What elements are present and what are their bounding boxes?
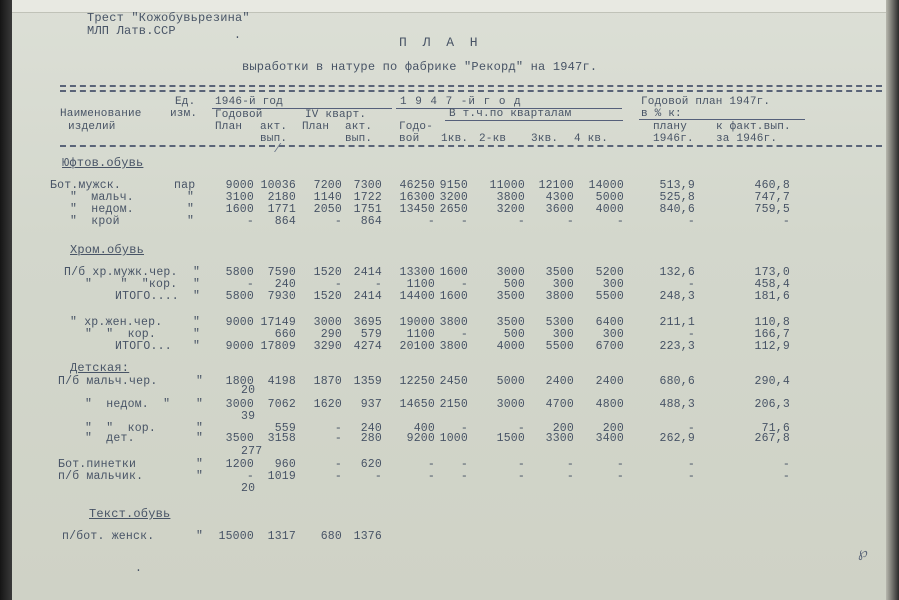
row-unit: " — [196, 432, 204, 445]
row-value: 1800 — [225, 375, 254, 388]
row-value: - — [246, 470, 254, 483]
row-value: 2400 — [595, 375, 624, 388]
row-value: - — [616, 458, 624, 471]
header-rule-top-2 — [60, 90, 882, 92]
dot-mark: . — [234, 29, 242, 42]
row-value: 1100 — [406, 328, 435, 341]
col-annual-47: Годо- — [399, 121, 434, 133]
col-name: Наименование — [60, 108, 142, 120]
row-value: 2414 — [353, 290, 382, 303]
row-name: п/бот. женск. — [62, 530, 155, 543]
row-value: 3000 — [496, 398, 525, 411]
header-rule-bottom — [60, 145, 882, 147]
row-value: - — [687, 215, 695, 228]
row-value: 173,0 — [754, 266, 790, 279]
row-value: 1317 — [267, 530, 296, 543]
row-value: 5500 — [595, 290, 624, 303]
col-q1: 1кв. — [441, 133, 469, 145]
r16-extra: 20 — [241, 482, 256, 495]
row-value: - — [427, 470, 435, 483]
row-value: 262,9 — [659, 432, 695, 445]
row-value: 112,9 — [754, 340, 790, 353]
row-value: 579 — [360, 328, 382, 341]
row-value: 3500 — [225, 432, 254, 445]
row-value: 3800 — [545, 290, 574, 303]
row-value: 3600 — [545, 203, 574, 216]
row-value: 6700 — [595, 340, 624, 353]
col-by-quarter: В т.ч.по кварталам — [449, 108, 572, 120]
row-value: 937 — [360, 398, 382, 411]
col-pct-plan: плану — [653, 121, 688, 133]
row-unit: " — [193, 278, 201, 291]
binding-edge-right — [886, 0, 899, 600]
col-q4-fact: акт. — [345, 121, 373, 133]
row-value: 400 — [413, 422, 435, 435]
row-value: 660 — [274, 328, 296, 341]
row-name: Бот.мужск. — [50, 179, 122, 192]
row-value: 3300 — [545, 432, 574, 445]
row-value: 500 — [503, 328, 525, 341]
row-unit: " — [196, 398, 204, 411]
row-value: 1870 — [313, 375, 342, 388]
row-value: 110,8 — [754, 316, 790, 329]
col-pct-fact: к факт.вып. — [716, 121, 791, 133]
row-name: " мальч. — [70, 191, 134, 204]
row-value: 840,6 — [659, 203, 695, 216]
row-value: 16300 — [399, 191, 435, 204]
r11-extra: 20 — [241, 384, 256, 397]
row-value: 9000 — [225, 340, 254, 353]
row-unit: " — [187, 215, 195, 228]
row-value: 7300 — [353, 179, 382, 192]
row-name: П/б мальч.чер. — [58, 375, 158, 388]
rule-quarters — [445, 120, 623, 121]
row-value: 7930 — [267, 290, 296, 303]
row-value: 300 — [552, 278, 574, 291]
row-value: 248,3 — [659, 290, 695, 303]
row-value: - — [782, 458, 790, 471]
row-value: 1520 — [313, 266, 342, 279]
row-name: " хр.жен.чер. — [70, 316, 163, 329]
col-unit: Ед. — [175, 96, 196, 108]
row-value: 3800 — [496, 191, 525, 204]
row-value: 3800 — [439, 316, 468, 329]
row-value: 1359 — [353, 375, 382, 388]
row-name: " " кор. — [85, 422, 157, 435]
row-value: - — [687, 458, 695, 471]
row-value: 4274 — [353, 340, 382, 353]
row-name: ИТОГО.... — [115, 290, 179, 303]
row-value: 19000 — [399, 316, 435, 329]
row-value: 5200 — [595, 266, 624, 279]
row-value: 4000 — [595, 203, 624, 216]
row-value: 7062 — [267, 398, 296, 411]
row-value: - — [460, 328, 468, 341]
col-pct: Годовой план 1947г. — [641, 96, 771, 108]
row-value: 747,7 — [754, 191, 790, 204]
col-pct-fact-2: за 1946г. — [716, 133, 778, 145]
row-value: 559 — [274, 422, 296, 435]
row-value: 290,4 — [754, 375, 790, 388]
row-value: 3695 — [353, 316, 382, 329]
row-value: 3500 — [496, 290, 525, 303]
row-value: 5800 — [225, 266, 254, 279]
row-value: 1620 — [313, 398, 342, 411]
row-unit: " — [187, 203, 195, 216]
row-unit: " — [193, 266, 201, 279]
row-value: 300 — [602, 278, 624, 291]
binding-edge-left — [0, 0, 12, 600]
row-value: 9200 — [406, 432, 435, 445]
row-value: - — [374, 278, 382, 291]
col-q4b: 4 кв. — [574, 133, 609, 145]
row-name: Бот.пинетки — [58, 458, 137, 471]
row-value: 14000 — [588, 179, 624, 192]
row-value: - — [687, 470, 695, 483]
row-value: - — [517, 470, 525, 483]
col-q4: IV квaрт. — [305, 109, 367, 121]
col-1947: 1 9 4 7 -й г о д — [400, 96, 522, 108]
row-value: 300 — [552, 328, 574, 341]
row-value: 9000 — [225, 316, 254, 329]
row-value: 500 — [503, 278, 525, 291]
pencil-mark: ℘ — [858, 546, 868, 562]
row-value: 620 — [360, 458, 382, 471]
row-value: 2050 — [313, 203, 342, 216]
row-unit: " — [187, 191, 195, 204]
row-unit: " — [196, 530, 204, 543]
row-value: 5500 — [545, 340, 574, 353]
row-value: 3200 — [439, 191, 468, 204]
row-value: 200 — [602, 422, 624, 435]
row-unit: " — [193, 316, 201, 329]
row-value: 2150 — [439, 398, 468, 411]
col-q2: 2-кв — [479, 133, 507, 145]
row-value: - — [374, 470, 382, 483]
row-value: - — [334, 215, 342, 228]
section-chrom: Хром.обувь — [70, 243, 145, 257]
col-fact: акт. — [260, 121, 288, 133]
row-value: - — [460, 215, 468, 228]
row-value: - — [460, 470, 468, 483]
row-value: 206,3 — [754, 398, 790, 411]
row-value: 5300 — [545, 316, 574, 329]
row-value: - — [566, 215, 574, 228]
row-unit: пар — [174, 179, 196, 192]
row-value: 7200 — [313, 179, 342, 192]
row-value: 280 — [360, 432, 382, 445]
row-value: 3290 — [313, 340, 342, 353]
row-unit: " — [193, 340, 201, 353]
row-value: 46250 — [399, 179, 435, 192]
row-value: - — [616, 215, 624, 228]
row-value: 2180 — [267, 191, 296, 204]
row-value: - — [517, 458, 525, 471]
col-annual-47-2: вой — [399, 133, 420, 145]
row-value: 3200 — [496, 203, 525, 216]
row-value: 14650 — [399, 398, 435, 411]
section-textile: Текст.обувь — [89, 507, 171, 521]
row-value: 1500 — [496, 432, 525, 445]
row-value: 17809 — [260, 340, 296, 353]
row-value: - — [782, 215, 790, 228]
row-value: 960 — [274, 458, 296, 471]
row-unit: " — [196, 470, 204, 483]
col-annual: Годовой — [215, 109, 263, 121]
row-value: 2400 — [545, 375, 574, 388]
row-unit: " — [193, 328, 201, 341]
row-name: П/б хр.мужк.чер. — [64, 266, 178, 279]
row-value: - — [460, 422, 468, 435]
row-value: 2414 — [353, 266, 382, 279]
row-value: 15000 — [218, 530, 254, 543]
rule-pct — [639, 119, 805, 120]
row-value: 3000 — [225, 398, 254, 411]
col-pct-2: в % к: — [641, 108, 682, 120]
row-value: 2450 — [439, 375, 468, 388]
col-name-2: изделий — [68, 121, 116, 133]
row-value: 7590 — [267, 266, 296, 279]
org-line-2: МЛП Латв.ССР — [87, 24, 176, 38]
row-value: 864 — [360, 215, 382, 228]
row-value: 4700 — [545, 398, 574, 411]
pen-tick: / — [274, 143, 282, 156]
r12-extra: 39 — [241, 410, 256, 423]
row-value: - — [427, 458, 435, 471]
row-name: " дет. — [85, 432, 135, 445]
row-value: - — [566, 458, 574, 471]
row-value: 3800 — [439, 340, 468, 353]
document-page — [12, 0, 886, 600]
row-value: 680 — [320, 530, 342, 543]
org-line-1: Трест "Кожобувьрезина" — [87, 11, 250, 25]
row-value: 1000 — [439, 432, 468, 445]
row-value: 2650 — [439, 203, 468, 216]
col-q4-fact-2: вып. — [345, 133, 373, 145]
col-q4-plan: План — [302, 121, 330, 133]
row-value: - — [687, 422, 695, 435]
document-subtitle: выработки в натуре по фабрике "Рекорд" на 1947г. — [242, 60, 598, 74]
row-value: - — [334, 278, 342, 291]
row-value: 240 — [274, 278, 296, 291]
row-value: 181,6 — [754, 290, 790, 303]
row-value: - — [517, 422, 525, 435]
col-fact-2: вып. — [260, 133, 288, 145]
row-value: - — [246, 215, 254, 228]
row-name: п/б мальчик. — [58, 470, 144, 483]
row-value: - — [460, 458, 468, 471]
row-value: - — [566, 470, 574, 483]
row-value: 12100 — [538, 179, 574, 192]
row-value: 6400 — [595, 316, 624, 329]
row-unit: " — [196, 422, 204, 435]
row-value: 200 — [552, 422, 574, 435]
row-value: - — [687, 328, 695, 341]
row-value: 1140 — [313, 191, 342, 204]
row-value: 1376 — [353, 530, 382, 543]
row-value: 300 — [602, 328, 624, 341]
row-value: 1600 — [225, 203, 254, 216]
row-value: 1200 — [225, 458, 254, 471]
row-value: 1751 — [353, 203, 382, 216]
row-value: 525,8 — [659, 191, 695, 204]
row-value: 5800 — [225, 290, 254, 303]
row-value: 166,7 — [754, 328, 790, 341]
row-value: 513,9 — [659, 179, 695, 192]
row-value: 20100 — [399, 340, 435, 353]
col-1946: 1946-й год — [215, 96, 284, 108]
row-value: 3000 — [313, 316, 342, 329]
row-value: - — [687, 278, 695, 291]
row-value: 17149 — [260, 316, 296, 329]
row-value: 5000 — [496, 375, 525, 388]
row-value: 1722 — [353, 191, 382, 204]
row-value: 5000 — [595, 191, 624, 204]
row-name: " недом. " — [85, 398, 171, 411]
row-value: - — [334, 470, 342, 483]
row-name: ИТОГО... — [115, 340, 172, 353]
row-value: 11000 — [489, 179, 525, 192]
row-value: 9150 — [439, 179, 468, 192]
row-value: 458,4 — [754, 278, 790, 291]
row-unit: " — [193, 290, 201, 303]
col-plan: План — [215, 121, 243, 133]
row-value: - — [334, 422, 342, 435]
row-value: - — [427, 215, 435, 228]
row-value: 12250 — [399, 375, 435, 388]
row-value: - — [517, 215, 525, 228]
section-yuft: Юфтов.обувь — [62, 156, 144, 170]
row-value: 4000 — [496, 340, 525, 353]
row-value: 3100 — [225, 191, 254, 204]
row-value: 13300 — [399, 266, 435, 279]
row-value: 488,3 — [659, 398, 695, 411]
row-value: 3000 — [496, 266, 525, 279]
row-name: " " "кор. — [85, 278, 178, 291]
row-value: 14400 — [399, 290, 435, 303]
row-name: " крой — [70, 215, 120, 228]
row-value: 864 — [274, 215, 296, 228]
row-value: 4300 — [545, 191, 574, 204]
section-kids: Детская: — [70, 361, 130, 375]
row-value: 13450 — [399, 203, 435, 216]
row-value: 9000 — [225, 179, 254, 192]
row-value: 240 — [360, 422, 382, 435]
row-value: 1600 — [439, 290, 468, 303]
document-title: П Л А Н — [399, 35, 482, 50]
row-name: " " кор. — [85, 328, 157, 341]
row-value: 223,3 — [659, 340, 695, 353]
row-value: - — [246, 278, 254, 291]
row-unit: " — [196, 375, 204, 388]
col-pct-plan-2: 1946г. — [653, 133, 694, 145]
row-value: 3500 — [545, 266, 574, 279]
row-value: 4198 — [267, 375, 296, 388]
col-unit-2: изм. — [170, 108, 198, 120]
row-value: 1100 — [406, 278, 435, 291]
row-value: - — [782, 470, 790, 483]
row-value: 267,8 — [754, 432, 790, 445]
header-rule-top — [60, 85, 882, 87]
r14-extra: 277 — [241, 445, 263, 458]
row-value: - — [616, 470, 624, 483]
row-value: 680,6 — [659, 375, 695, 388]
row-value: 1600 — [439, 266, 468, 279]
row-value: 1520 — [313, 290, 342, 303]
row-name: " недом. — [70, 203, 134, 216]
row-value: 132,6 — [659, 266, 695, 279]
row-unit: " — [196, 458, 204, 471]
row-value: 290 — [320, 328, 342, 341]
col-q3: 3кв. — [531, 133, 559, 145]
row-value: 3500 — [496, 316, 525, 329]
row-value: 211,1 — [659, 316, 695, 329]
row-value: - — [334, 432, 342, 445]
row-value: 1019 — [267, 470, 296, 483]
row-value: - — [460, 278, 468, 291]
bottom-dot: . — [135, 562, 143, 575]
row-value: 759,5 — [754, 203, 790, 216]
row-value: 71,6 — [761, 422, 790, 435]
row-value: - — [334, 458, 342, 471]
row-value: 3158 — [267, 432, 296, 445]
row-value: 3400 — [595, 432, 624, 445]
row-value: 460,8 — [754, 179, 790, 192]
row-value: 10036 — [260, 179, 296, 192]
row-value: 4800 — [595, 398, 624, 411]
row-value: 1771 — [267, 203, 296, 216]
